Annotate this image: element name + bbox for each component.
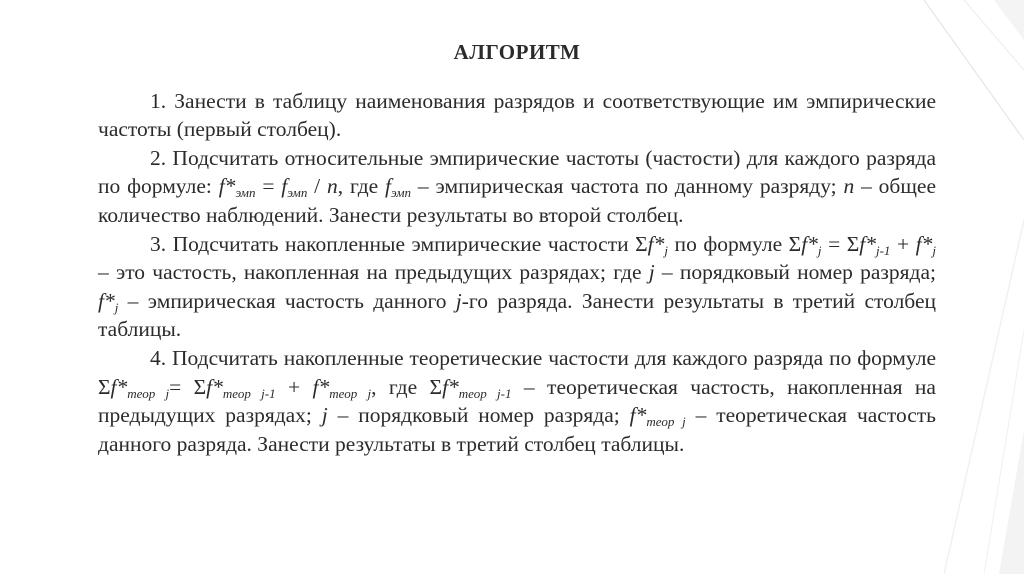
- variable-j: j: [648, 260, 655, 285]
- formula-f-star: f*: [647, 231, 665, 256]
- sigma-symbol: Σ: [846, 231, 860, 256]
- sigma-symbol: Σ: [193, 374, 207, 399]
- formula-sub-j: j: [664, 242, 669, 258]
- step-1: [98, 87, 936, 144]
- step-3-text-f: -го разряда. Занести результаты в третий столбец таблицы.: [98, 288, 936, 342]
- formula-sub-teor-j: теор j: [329, 385, 372, 401]
- step-4-text-a: 4. Подсчитать накопленные теоретические частости для каждого разряда по формуле: [150, 345, 936, 370]
- step-4-text-d: – порядковый номер разряда;: [327, 403, 630, 428]
- formula-plus: +: [275, 374, 313, 399]
- step-2-text-b: , где: [337, 174, 386, 199]
- variable-j: j: [455, 288, 462, 313]
- step-2: [98, 144, 936, 230]
- formula-sub-j: j: [114, 299, 119, 315]
- formula-sub-emp-3: эмп: [391, 185, 412, 201]
- step-2-text-c: – эмпирическая частота по данному разряду;: [411, 174, 844, 199]
- sigma-symbol: Σ: [788, 231, 802, 256]
- step-3-text-e: – эмпирическая частость данного: [118, 288, 456, 313]
- sigma-symbol: Σ: [429, 374, 443, 399]
- step-4-text-c: – теоретическая частость, накопленная на предыдущих разрядах;: [98, 374, 936, 428]
- formula-sub-teor-j-1: теор j-1: [458, 385, 512, 401]
- page-title: АЛГОРИТМ: [453, 40, 581, 64]
- formula-f-star: f*: [915, 231, 933, 256]
- formula-equals: =: [169, 374, 194, 399]
- formula-f-star: f*: [110, 374, 128, 399]
- formula-f-star: f*: [312, 374, 330, 399]
- variable-j: j: [321, 403, 328, 428]
- step-3-text-c: – это частость, накопленная на предыдущих разрядах; где: [98, 260, 649, 285]
- formula-f-star: f*: [206, 374, 223, 399]
- formula-sub-emp-2: эмп: [287, 185, 308, 201]
- step-1-text: 1. Занести в таблицу наименования разрядов и соответствующие им эмпирические частоты (первый столбец).: [98, 88, 936, 142]
- formula-divide: /: [307, 174, 327, 199]
- step-3-text-d: – порядковый номер разряда;: [654, 260, 937, 285]
- sigma-symbol: Σ: [98, 374, 111, 399]
- step-4-text-e: – теоретическая частость данного разряда. Занести результаты в третий столбец таблицы.: [98, 403, 936, 456]
- step-2-text-d: – общее количество наблюдений. Занести результаты во второй столбец.: [98, 174, 936, 227]
- formula-f: f: [281, 174, 288, 199]
- formula-plus: +: [890, 231, 916, 256]
- step-3: [98, 230, 936, 344]
- formula-equals: =: [255, 174, 282, 199]
- step-2-text-a: 2. Подсчитать относительные эмпирические частоты (частости) для каждого разряда по формуле:: [98, 145, 936, 199]
- formula-sub-teor-j: теор j: [646, 414, 686, 430]
- formula-n: n: [326, 174, 338, 199]
- formula-sub-j: j: [932, 242, 936, 258]
- formula-n-2: n: [843, 174, 855, 199]
- formula-f-star: f*: [801, 231, 818, 256]
- step-4: [98, 344, 936, 458]
- step-3-text-b: по формуле: [668, 231, 789, 256]
- formula-sub-teor-j-1: теор j-1: [222, 385, 276, 401]
- formula-f-star: f*: [98, 288, 115, 313]
- formula-f-star: f*: [629, 403, 647, 428]
- step-4-text-b: , где: [371, 374, 430, 399]
- step-3-text-a: 3. Подсчитать накопленные эмпирические частости: [150, 231, 636, 256]
- algorithm-text-block: [98, 38, 936, 458]
- sigma-symbol: Σ: [635, 231, 648, 256]
- formula-f-star: f*: [442, 374, 459, 399]
- formula-f-star: f*: [859, 231, 876, 256]
- formula-f-2: f: [385, 174, 391, 199]
- formula-sub-emp: эмп: [235, 185, 256, 201]
- formula-sub-teor-j: теор j: [127, 385, 170, 401]
- formula-equals: =: [821, 231, 847, 256]
- formula-sub-j-1: j-1: [875, 242, 891, 258]
- formula-f-star: f*: [218, 174, 236, 199]
- formula-sub-j: j: [817, 242, 822, 258]
